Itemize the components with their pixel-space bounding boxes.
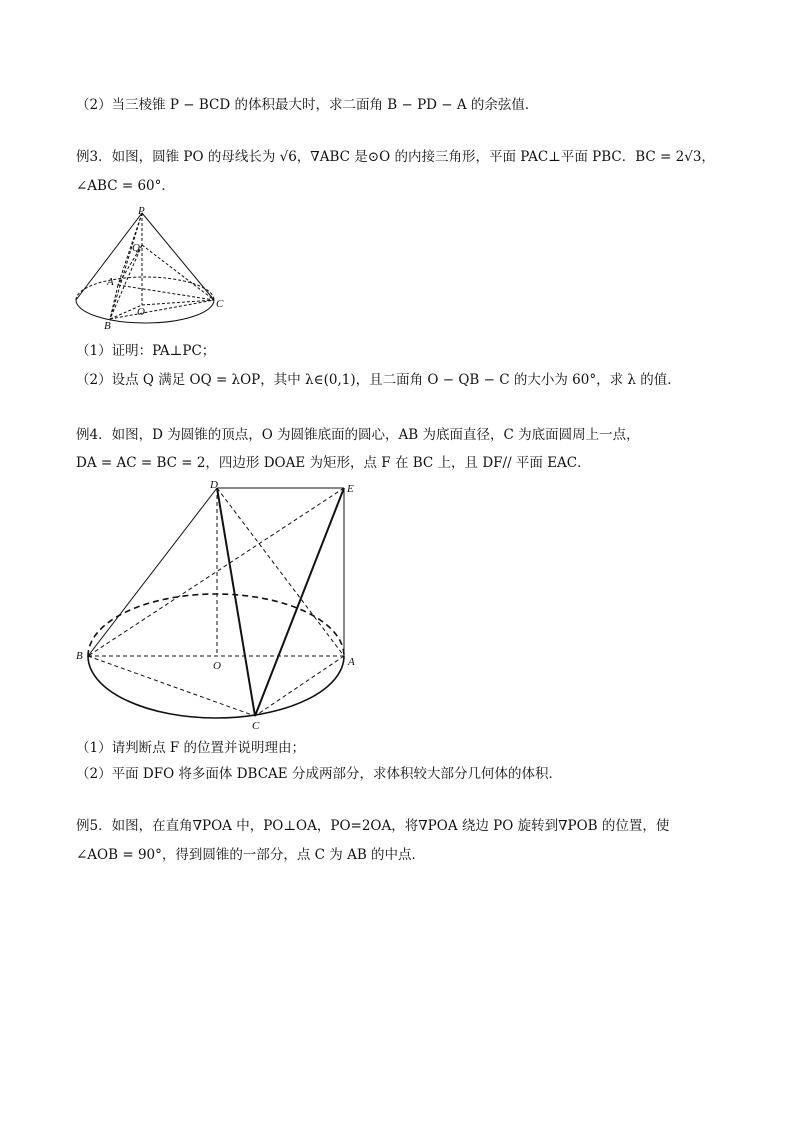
label-Q: Q bbox=[132, 242, 140, 254]
segment-DA bbox=[217, 488, 344, 656]
label-E: E bbox=[347, 483, 354, 495]
label-A: A bbox=[107, 276, 114, 288]
example4-statement-line1: 例4．如图，D 为圆锥的顶点，O 为圆锥底面的圆心，AB 为底面直径，C 为底面圆周上一点， bbox=[76, 427, 640, 443]
base-ellipse-back bbox=[88, 594, 344, 656]
label-D: D bbox=[210, 479, 218, 491]
example4-statement-line2: DA = AC = BC = 2，四边形 DOAE 为矩形，点 F 在 BC 上，且 DF// 平面 EAC． bbox=[76, 455, 591, 471]
label-P: P bbox=[138, 205, 145, 217]
base-ellipse-front bbox=[76, 300, 214, 323]
segment-EC bbox=[255, 488, 344, 716]
example3-question2: （2）设点 Q 满足 OQ = λOP，其中 λ∈(0,1)，且二面角 O − QB − C 的大小为 60°，求 λ 的值． bbox=[76, 372, 681, 388]
chord-AC bbox=[255, 656, 344, 716]
segment-QC bbox=[142, 245, 214, 300]
example3-statement-line1: 例3．如图，圆锥 PO 的母线长为 √6，∇ABC 是⊙O 的内接三角形，平面 PAC⊥平面 PBC．BC = 2√3， bbox=[76, 149, 715, 165]
segment-OC bbox=[142, 300, 214, 305]
segment-PB bbox=[110, 213, 142, 319]
cone-figure-example3 bbox=[70, 205, 240, 335]
segment-AC bbox=[118, 285, 214, 300]
example5-statement-line1: 例5．如图，在直角∇POA 中，PO⊥OA，PO=2OA，将∇POA 绕边 PO 旋转到∇POB 的位置，使 bbox=[76, 818, 670, 834]
example4-question1: （1）请判断点 F 的位置并说明理由； bbox=[76, 740, 306, 756]
label-O: O bbox=[213, 660, 221, 672]
segment-EB bbox=[88, 488, 344, 656]
example2-question2: （2）当三棱锥 P − BCD 的体积最大时，求二面角 B − PD − A 的余弦值． bbox=[76, 97, 539, 113]
example5-statement-line2: ∠AOB = 90°，得到圆锥的一部分，点 C 为 AB 的中点． bbox=[76, 847, 426, 863]
example4-question2: （2）平面 DFO 将多面体 DBCAE 分成两部分，求体积较大部分几何体的体积． bbox=[76, 766, 562, 782]
generatrix-DB bbox=[88, 488, 217, 656]
label-B: B bbox=[76, 650, 83, 662]
chord-BC bbox=[88, 656, 255, 716]
example3-question1: （1）证明：PA⊥PC； bbox=[76, 343, 216, 359]
label-C: C bbox=[252, 720, 260, 732]
label-B: B bbox=[104, 320, 111, 332]
cone-figure-example4 bbox=[72, 478, 372, 736]
label-A: A bbox=[348, 656, 355, 668]
segment-DC bbox=[217, 488, 255, 716]
example3-statement-line2: ∠ABC = 60°． bbox=[76, 178, 175, 194]
segment-BC bbox=[110, 300, 214, 319]
label-C: C bbox=[216, 298, 224, 310]
label-O: O bbox=[137, 306, 145, 318]
generatrix-right bbox=[142, 213, 214, 300]
